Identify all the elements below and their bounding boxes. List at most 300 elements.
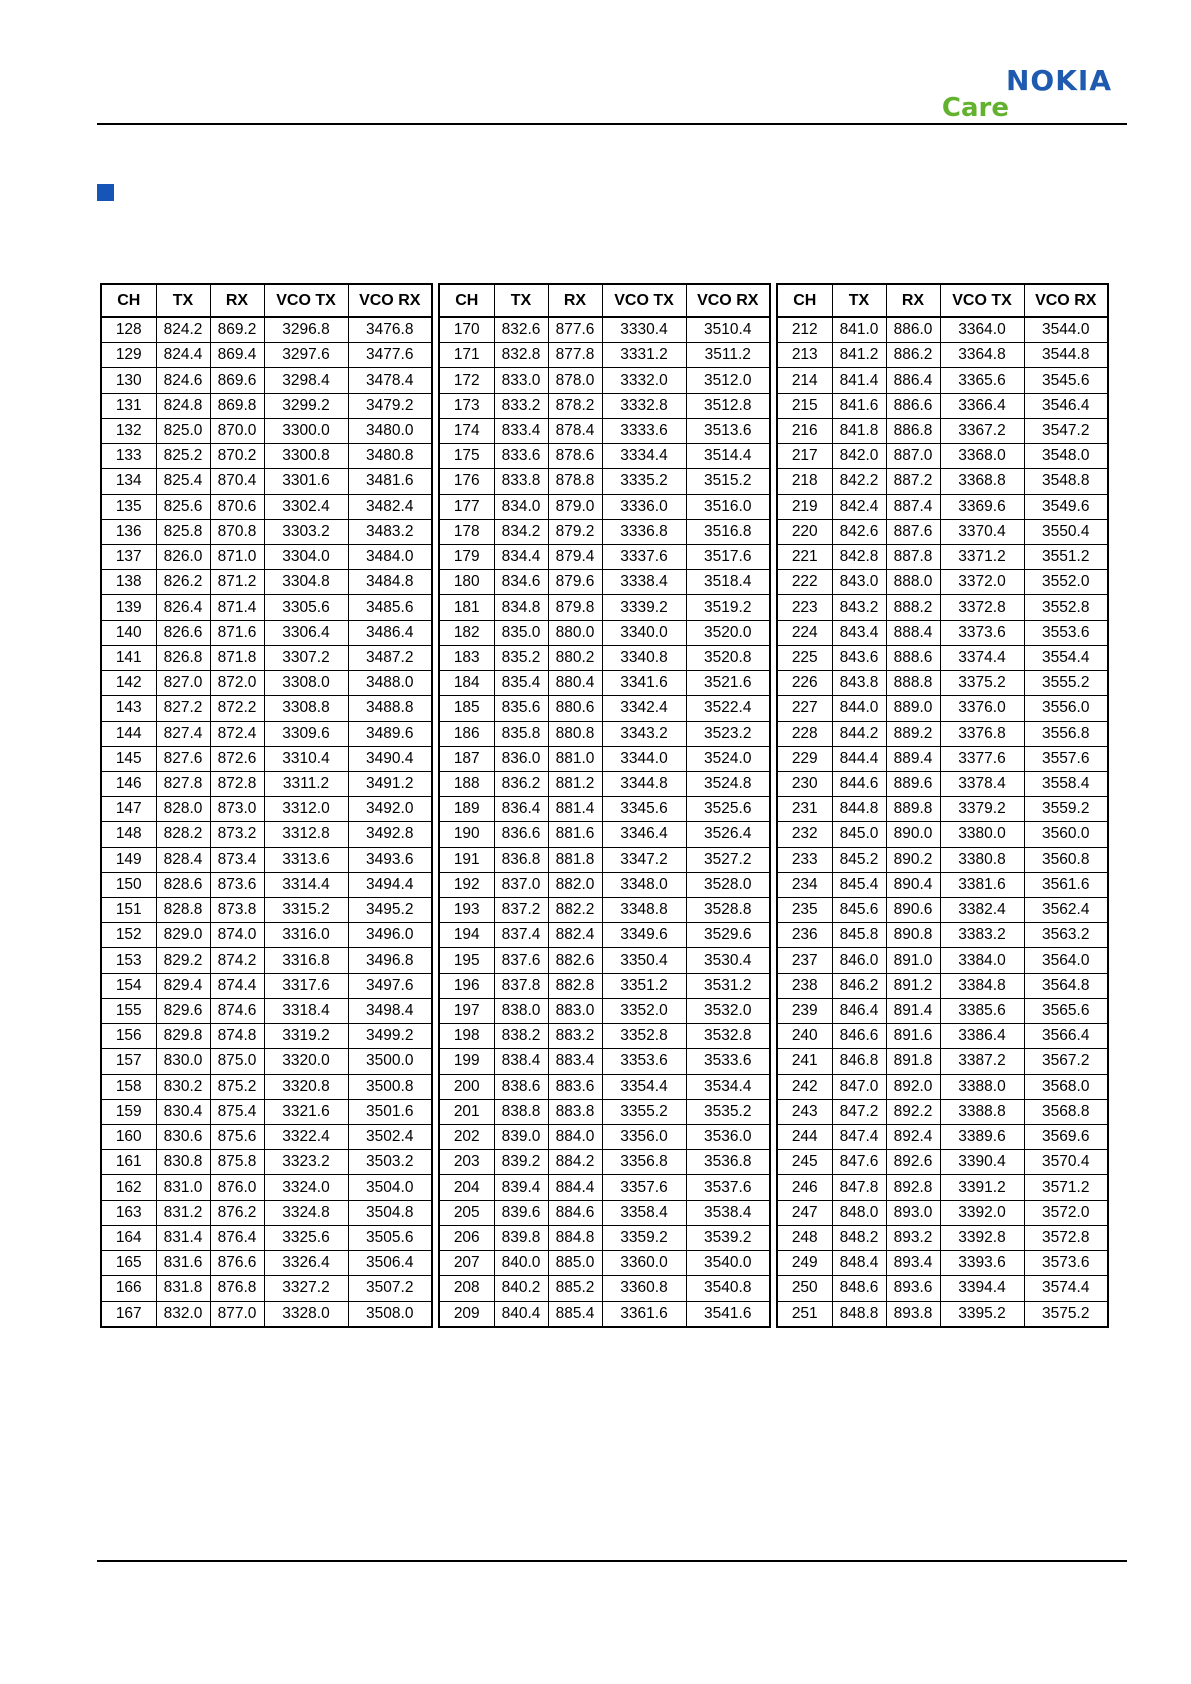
table-cell: 848.0 (832, 1200, 886, 1225)
table-cell: 3304.0 (264, 544, 348, 569)
table-row (101, 872, 432, 897)
table-row (777, 494, 1108, 519)
table-cell: 3551.2 (1024, 544, 1108, 569)
table-cell: 167 (101, 1301, 156, 1327)
column-header: VCO RX (1024, 284, 1108, 317)
table-cell: 3549.6 (1024, 494, 1108, 519)
table-cell: 870.4 (210, 469, 264, 494)
table-cell: 159 (101, 1099, 156, 1124)
table-row (439, 570, 770, 595)
table-cell: 146 (101, 771, 156, 796)
table-cell: 885.4 (548, 1301, 602, 1327)
table-cell: 232 (777, 822, 832, 847)
table-cell: 236 (777, 923, 832, 948)
table-cell: 194 (439, 923, 494, 948)
table-cell: 3371.2 (940, 544, 1024, 569)
table-cell: 3563.2 (1024, 923, 1108, 948)
table-cell: 229 (777, 746, 832, 771)
table-cell: 879.6 (548, 570, 602, 595)
table-row (101, 1225, 432, 1250)
table-cell: 846.4 (832, 998, 886, 1023)
table-row (777, 998, 1108, 1023)
table-row (101, 797, 432, 822)
table-cell: 888.6 (886, 645, 940, 670)
table-cell: 3526.4 (686, 822, 770, 847)
table-cell: 3544.8 (1024, 343, 1108, 368)
table-cell: 212 (777, 317, 832, 343)
table-cell: 835.0 (494, 620, 548, 645)
table-cell: 3312.8 (264, 822, 348, 847)
table-cell: 3308.0 (264, 671, 348, 696)
channel-table-1 (100, 283, 433, 1328)
table-row (777, 519, 1108, 544)
table-cell: 3314.4 (264, 872, 348, 897)
table-cell: 869.2 (210, 317, 264, 343)
table-cell: 3481.6 (348, 469, 432, 494)
table-cell: 234 (777, 872, 832, 897)
table-cell: 3506.4 (348, 1251, 432, 1276)
table-cell: 3385.6 (940, 998, 1024, 1023)
table-cell: 245 (777, 1150, 832, 1175)
table-cell: 3520.0 (686, 620, 770, 645)
table-cell: 3384.0 (940, 948, 1024, 973)
table-cell: 889.2 (886, 721, 940, 746)
table-cell: 3567.2 (1024, 1049, 1108, 1074)
table-row (439, 948, 770, 973)
table-cell: 172 (439, 368, 494, 393)
table-cell: 3507.2 (348, 1276, 432, 1301)
table-cell: 3548.8 (1024, 469, 1108, 494)
table-cell: 887.2 (886, 469, 940, 494)
table-cell: 3347.2 (602, 847, 686, 872)
table-row (777, 368, 1108, 393)
column-header: VCO TX (940, 284, 1024, 317)
table-cell: 836.8 (494, 847, 548, 872)
table-cell: 3372.0 (940, 570, 1024, 595)
table-cell: 3302.4 (264, 494, 348, 519)
table-cell: 834.4 (494, 544, 548, 569)
table-cell: 880.0 (548, 620, 602, 645)
table-cell: 3518.4 (686, 570, 770, 595)
table-cell: 3393.6 (940, 1251, 1024, 1276)
table-cell: 3351.2 (602, 973, 686, 998)
table-cell: 238 (777, 973, 832, 998)
table-cell: 3566.4 (1024, 1024, 1108, 1049)
table-cell: 3561.6 (1024, 872, 1108, 897)
table-cell: 874.2 (210, 948, 264, 973)
table-cell: 835.6 (494, 696, 548, 721)
table-cell: 247 (777, 1200, 832, 1225)
table-cell: 3536.8 (686, 1150, 770, 1175)
table-cell: 3478.4 (348, 368, 432, 393)
table-row (777, 544, 1108, 569)
table-cell: 825.0 (156, 418, 210, 443)
table-cell: 3486.4 (348, 620, 432, 645)
table-cell: 824.4 (156, 343, 210, 368)
table-cell: 3377.6 (940, 746, 1024, 771)
table-cell: 3570.4 (1024, 1150, 1108, 1175)
table-cell: 3376.8 (940, 721, 1024, 746)
table-cell: 3511.2 (686, 343, 770, 368)
table-cell: 249 (777, 1251, 832, 1276)
table-cell: 3345.6 (602, 797, 686, 822)
table-cell: 826.2 (156, 570, 210, 595)
table-cell: 888.8 (886, 671, 940, 696)
table-cell: 206 (439, 1225, 494, 1250)
table-cell: 873.6 (210, 872, 264, 897)
table-cell: 846.0 (832, 948, 886, 973)
table-cell: 147 (101, 797, 156, 822)
table-cell: 3298.4 (264, 368, 348, 393)
table-cell: 3357.6 (602, 1175, 686, 1200)
table-cell: 829.6 (156, 998, 210, 1023)
table-cell: 885.2 (548, 1276, 602, 1301)
table-cell: 841.6 (832, 393, 886, 418)
table-cell: 3575.2 (1024, 1301, 1108, 1327)
table-cell: 884.6 (548, 1200, 602, 1225)
table-cell: 880.4 (548, 671, 602, 696)
table-row (101, 696, 432, 721)
table-row (439, 544, 770, 569)
column-header: RX (548, 284, 602, 317)
table-cell: 830.6 (156, 1125, 210, 1150)
table-row (439, 519, 770, 544)
table-cell: 3392.0 (940, 1200, 1024, 1225)
table-cell: 886.4 (886, 368, 940, 393)
table-cell: 842.8 (832, 544, 886, 569)
table-header-row (101, 284, 432, 317)
table-cell: 846.6 (832, 1024, 886, 1049)
table-cell: 3388.0 (940, 1074, 1024, 1099)
table-cell: 243 (777, 1099, 832, 1124)
table-cell: 836.2 (494, 771, 548, 796)
table-cell: 145 (101, 746, 156, 771)
table-cell: 838.4 (494, 1049, 548, 1074)
table-cell: 843.6 (832, 645, 886, 670)
table-cell: 882.4 (548, 923, 602, 948)
table-cell: 847.2 (832, 1099, 886, 1124)
table-row (439, 696, 770, 721)
table-cell: 838.6 (494, 1074, 548, 1099)
table-row (101, 544, 432, 569)
table-cell: 3560.8 (1024, 847, 1108, 872)
table-cell: 3306.4 (264, 620, 348, 645)
table-row (439, 746, 770, 771)
table-cell: 832.6 (494, 317, 548, 343)
table-cell: 3336.8 (602, 519, 686, 544)
table-cell: 870.0 (210, 418, 264, 443)
table-cell: 231 (777, 797, 832, 822)
table-cell: 887.0 (886, 444, 940, 469)
table-cell: 3554.4 (1024, 645, 1108, 670)
table-cell: 872.8 (210, 771, 264, 796)
table-row (101, 721, 432, 746)
table-row (439, 998, 770, 1023)
table-cell: 3384.8 (940, 973, 1024, 998)
table-cell: 3343.2 (602, 721, 686, 746)
table-cell: 3476.8 (348, 317, 432, 343)
table-cell: 3532.0 (686, 998, 770, 1023)
table-cell: 3491.2 (348, 771, 432, 796)
table-cell: 834.0 (494, 494, 548, 519)
table-cell: 3390.4 (940, 1150, 1024, 1175)
table-cell: 881.6 (548, 822, 602, 847)
table-row (439, 771, 770, 796)
table-row (777, 1251, 1108, 1276)
table-cell: 3515.2 (686, 469, 770, 494)
table-cell: 879.0 (548, 494, 602, 519)
table-cell: 887.8 (886, 544, 940, 569)
table-cell: 3552.0 (1024, 570, 1108, 595)
table-cell: 3530.4 (686, 948, 770, 973)
table-cell: 196 (439, 973, 494, 998)
table-cell: 890.2 (886, 847, 940, 872)
table-cell: 3300.0 (264, 418, 348, 443)
table-cell: 129 (101, 343, 156, 368)
table-cell: 845.0 (832, 822, 886, 847)
table-cell: 3487.2 (348, 645, 432, 670)
table-cell: 207 (439, 1251, 494, 1276)
table-cell: 3565.6 (1024, 998, 1108, 1023)
table-cell: 137 (101, 544, 156, 569)
table-cell: 832.0 (156, 1301, 210, 1327)
table-cell: 3327.2 (264, 1276, 348, 1301)
table-cell: 251 (777, 1301, 832, 1327)
table-row (101, 771, 432, 796)
table-cell: 3364.8 (940, 343, 1024, 368)
table-cell: 3528.0 (686, 872, 770, 897)
table-cell: 3517.6 (686, 544, 770, 569)
table-cell: 3519.2 (686, 595, 770, 620)
table-row (101, 923, 432, 948)
table-header-row (777, 284, 1108, 317)
table-cell: 871.0 (210, 544, 264, 569)
table-cell: 872.2 (210, 696, 264, 721)
table-cell: 830.2 (156, 1074, 210, 1099)
table-row (439, 721, 770, 746)
table-cell: 3492.8 (348, 822, 432, 847)
table-cell: 3492.0 (348, 797, 432, 822)
table-row (101, 1024, 432, 1049)
table-row (439, 1125, 770, 1150)
table-cell: 3572.0 (1024, 1200, 1108, 1225)
table-cell: 139 (101, 595, 156, 620)
table-cell: 830.0 (156, 1049, 210, 1074)
table-cell: 135 (101, 494, 156, 519)
table-row (439, 418, 770, 443)
table-cell: 3321.6 (264, 1099, 348, 1124)
table-cell: 884.4 (548, 1175, 602, 1200)
table-cell: 3395.2 (940, 1301, 1024, 1327)
table-cell: 892.8 (886, 1175, 940, 1200)
table-cell: 3388.8 (940, 1099, 1024, 1124)
table-cell: 3568.8 (1024, 1099, 1108, 1124)
table-cell: 827.4 (156, 721, 210, 746)
table-cell: 244 (777, 1125, 832, 1150)
table-row (439, 1200, 770, 1225)
table-cell: 3488.0 (348, 671, 432, 696)
table-cell: 3489.6 (348, 721, 432, 746)
table-cell: 870.6 (210, 494, 264, 519)
table-row (777, 1225, 1108, 1250)
table-row (777, 1175, 1108, 1200)
table-row (101, 368, 432, 393)
table-cell: 3544.0 (1024, 317, 1108, 343)
table-cell: 216 (777, 418, 832, 443)
table-cell: 893.8 (886, 1301, 940, 1327)
table-cell: 888.4 (886, 620, 940, 645)
table-row (101, 519, 432, 544)
table-cell: 828.8 (156, 898, 210, 923)
table-row (777, 696, 1108, 721)
table-cell: 826.0 (156, 544, 210, 569)
table-row (439, 645, 770, 670)
table-cell: 188 (439, 771, 494, 796)
table-cell: 3503.2 (348, 1150, 432, 1175)
table-row (101, 746, 432, 771)
table-cell: 834.8 (494, 595, 548, 620)
table-cell: 3319.2 (264, 1024, 348, 1049)
table-cell: 827.6 (156, 746, 210, 771)
table-cell: 829.2 (156, 948, 210, 973)
logo-sub-text: Care (941, 93, 1009, 123)
nokia-care-logo (942, 66, 1112, 121)
table-cell: 871.8 (210, 645, 264, 670)
table-cell: 3508.0 (348, 1301, 432, 1327)
table-cell: 831.4 (156, 1225, 210, 1250)
table-cell: 3339.2 (602, 595, 686, 620)
table-cell: 175 (439, 444, 494, 469)
table-cell: 878.2 (548, 393, 602, 418)
table-cell: 834.2 (494, 519, 548, 544)
table-cell: 3537.6 (686, 1175, 770, 1200)
table-row (777, 1049, 1108, 1074)
table-cell: 3365.6 (940, 368, 1024, 393)
table-cell: 880.8 (548, 721, 602, 746)
table-row (101, 469, 432, 494)
table-cell: 841.0 (832, 317, 886, 343)
table-cell: 839.6 (494, 1200, 548, 1225)
table-cell: 3504.8 (348, 1200, 432, 1225)
table-cell: 148 (101, 822, 156, 847)
table-row (777, 746, 1108, 771)
table-cell: 879.8 (548, 595, 602, 620)
table-row (439, 1175, 770, 1200)
table-cell: 892.0 (886, 1074, 940, 1099)
table-cell: 3344.8 (602, 771, 686, 796)
table-cell: 891.8 (886, 1049, 940, 1074)
table-row (439, 494, 770, 519)
table-cell: 891.4 (886, 998, 940, 1023)
table-cell: 893.2 (886, 1225, 940, 1250)
table-cell: 883.2 (548, 1024, 602, 1049)
table-cell: 881.4 (548, 797, 602, 822)
table-cell: 848.4 (832, 1251, 886, 1276)
table-cell: 154 (101, 973, 156, 998)
table-cell: 3297.6 (264, 343, 348, 368)
table-row (101, 1200, 432, 1225)
table-cell: 847.8 (832, 1175, 886, 1200)
table-cell: 3372.8 (940, 595, 1024, 620)
table-cell: 843.4 (832, 620, 886, 645)
table-cell: 3479.2 (348, 393, 432, 418)
table-cell: 224 (777, 620, 832, 645)
table-row (439, 1024, 770, 1049)
table-cell: 875.4 (210, 1099, 264, 1124)
table-cell: 3360.8 (602, 1276, 686, 1301)
table-cell: 3502.4 (348, 1125, 432, 1150)
table-cell: 3324.0 (264, 1175, 348, 1200)
table-cell: 830.8 (156, 1150, 210, 1175)
table-cell: 166 (101, 1276, 156, 1301)
table-cell: 3500.0 (348, 1049, 432, 1074)
table-cell: 838.2 (494, 1024, 548, 1049)
table-cell: 191 (439, 847, 494, 872)
table-cell: 880.6 (548, 696, 602, 721)
table-cell: 3364.0 (940, 317, 1024, 343)
table-cell: 3324.8 (264, 1200, 348, 1225)
table-cell: 3389.6 (940, 1125, 1024, 1150)
table-cell: 3533.6 (686, 1049, 770, 1074)
column-header: VCO RX (686, 284, 770, 317)
table-row (101, 1301, 432, 1327)
table-row (439, 973, 770, 998)
table-cell: 222 (777, 570, 832, 595)
table-cell: 3383.2 (940, 923, 1024, 948)
table-cell: 871.6 (210, 620, 264, 645)
table-cell: 893.4 (886, 1251, 940, 1276)
table-cell: 214 (777, 368, 832, 393)
table-cell: 235 (777, 898, 832, 923)
table-cell: 3299.2 (264, 393, 348, 418)
table-cell: 3331.2 (602, 343, 686, 368)
table-cell: 883.8 (548, 1099, 602, 1124)
table-row (777, 1099, 1108, 1124)
table-cell: 3550.4 (1024, 519, 1108, 544)
table-row (777, 822, 1108, 847)
table-cell: 3317.6 (264, 973, 348, 998)
table-cell: 3536.0 (686, 1125, 770, 1150)
table-cell: 246 (777, 1175, 832, 1200)
table-cell: 3361.6 (602, 1301, 686, 1327)
table-cell: 882.2 (548, 898, 602, 923)
table-cell: 3332.0 (602, 368, 686, 393)
table-cell: 3304.8 (264, 570, 348, 595)
table-cell: 3338.4 (602, 570, 686, 595)
table-cell: 3513.6 (686, 418, 770, 443)
table-cell: 892.6 (886, 1150, 940, 1175)
table-cell: 839.0 (494, 1125, 548, 1150)
column-header: RX (886, 284, 940, 317)
column-header: TX (494, 284, 548, 317)
table-cell: 879.4 (548, 544, 602, 569)
table-cell: 3316.0 (264, 923, 348, 948)
table-cell: 3510.4 (686, 317, 770, 343)
table-cell: 3558.4 (1024, 771, 1108, 796)
table-cell: 3525.6 (686, 797, 770, 822)
table-cell: 3494.4 (348, 872, 432, 897)
table-cell: 3532.8 (686, 1024, 770, 1049)
table-row (439, 1150, 770, 1175)
table-cell: 3359.2 (602, 1225, 686, 1250)
table-row (777, 721, 1108, 746)
table-cell: 3522.4 (686, 696, 770, 721)
table-cell: 845.4 (832, 872, 886, 897)
table-cell: 884.8 (548, 1225, 602, 1250)
table-row (439, 1099, 770, 1124)
table-row (101, 494, 432, 519)
table-cell: 890.4 (886, 872, 940, 897)
